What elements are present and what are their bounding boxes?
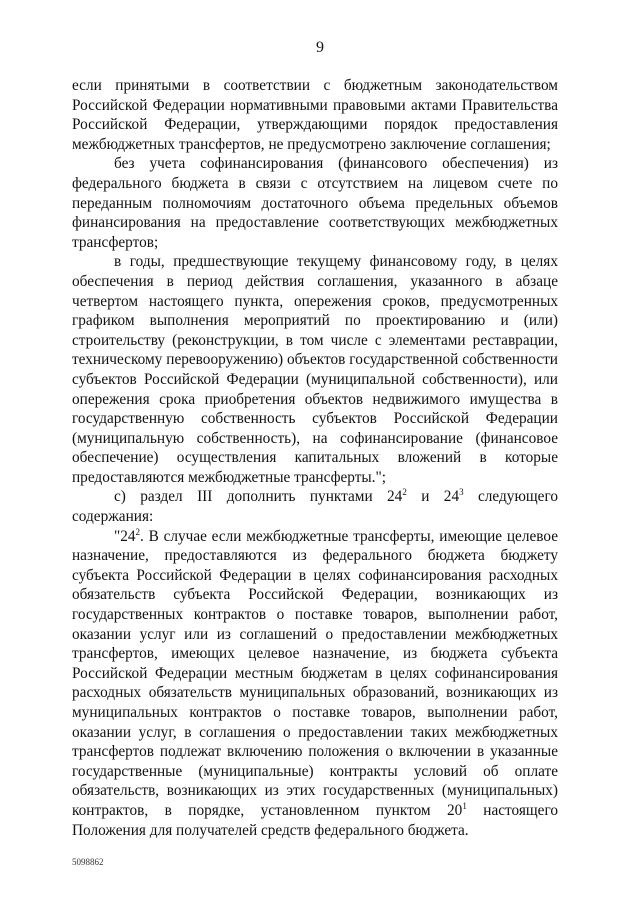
document-code: 5098862 bbox=[72, 857, 104, 867]
paragraph-preceding-years: в годы, предшествующие текущему финансовому году, в целях обеспечения в период действия соглашения, указанного в абзаце четвертом настоящего пункта, опережения сроков, предусмотренных графиком выполнения мероприятий по проектированию и (или) строительству (реконструкции, в том числе с элементами реставрации, техническому перевооружению) объектов государственной собственности субъектов Российской Федерации (муниципальной собственности), или опережения срока приобретения объектов недвижимого имущества в государственную собственность субъектов Российской Федерации (муниципальную собственность), на софинансирование (финансовое обеспечение) осуществления капитальных вложений в которые предоставляются межбюджетные трансферты."; bbox=[72, 253, 558, 486]
point-text: . В случае если межбюджетные трансферты, имеющие целевое назначение, предоставляются из федерального бюджета бюджету субъекта Российской Федерации в целях софинансирования расходных обязательств субъекта Российской Федерации, возникающих из государственных контрактов о поставке товаров, выполнении работ, оказании услуг или из соглашений о предоставлении межбюджетных трансфертов, имеющих целевое назначение, из бюджета субъекта Российской Федерации местным бюджетам в целях софинансирования расходных обязательств муниципальных образований, возникающих из муниципальных контрактов о поставке товаров, выполнении работ, оказании услуг, в соглашения о предоставлении таких межбюджетных трансфертов подлежат включению положения о включении в указанные государственные (муниципальные) контракты условий об оплате обязательств, возникающих из этих государственных (муниципальных) контрактов, в порядке, установленном пунктом 20 bbox=[72, 527, 558, 819]
superscript: 3 bbox=[459, 487, 464, 498]
point-number: "24 bbox=[114, 527, 136, 545]
paragraph-without-cofinancing: без учета софинансирования (финансового обеспечения) из федерального бюджета в связи с отсутствием на лицевом счете по переданным полномочиям достаточного объема предельных объемов финансирования на предоставление соответствующих межбюджетных трансфертов; bbox=[72, 155, 558, 251]
superscript: 2 bbox=[135, 526, 141, 537]
point-text: настоящего Положения для получателей средств федерального бюджета. bbox=[72, 801, 559, 839]
superscript: 2 bbox=[402, 487, 407, 498]
superscript: 1 bbox=[462, 800, 467, 811]
paragraph-contract-condition: если принятыми в соответствии с бюджетным законодательством Российской Федерации нормативными правовыми актами Правительства Российской Федерации, утверждающими порядок предоставления межбюджетных трансфертов, не предусмотрено заключение соглашения; bbox=[72, 77, 558, 153]
page-number: 9 bbox=[316, 39, 324, 56]
paragraph-point-24-2 bbox=[72, 527, 558, 841]
section-intro-text: и 24 bbox=[406, 488, 460, 506]
paragraph-section-amendment bbox=[72, 487, 558, 526]
section-intro-text: с) раздел III дополнить пунктами 24 bbox=[114, 488, 403, 506]
section-intro-text: следующего содержания: bbox=[72, 488, 558, 526]
document-body bbox=[72, 76, 558, 840]
